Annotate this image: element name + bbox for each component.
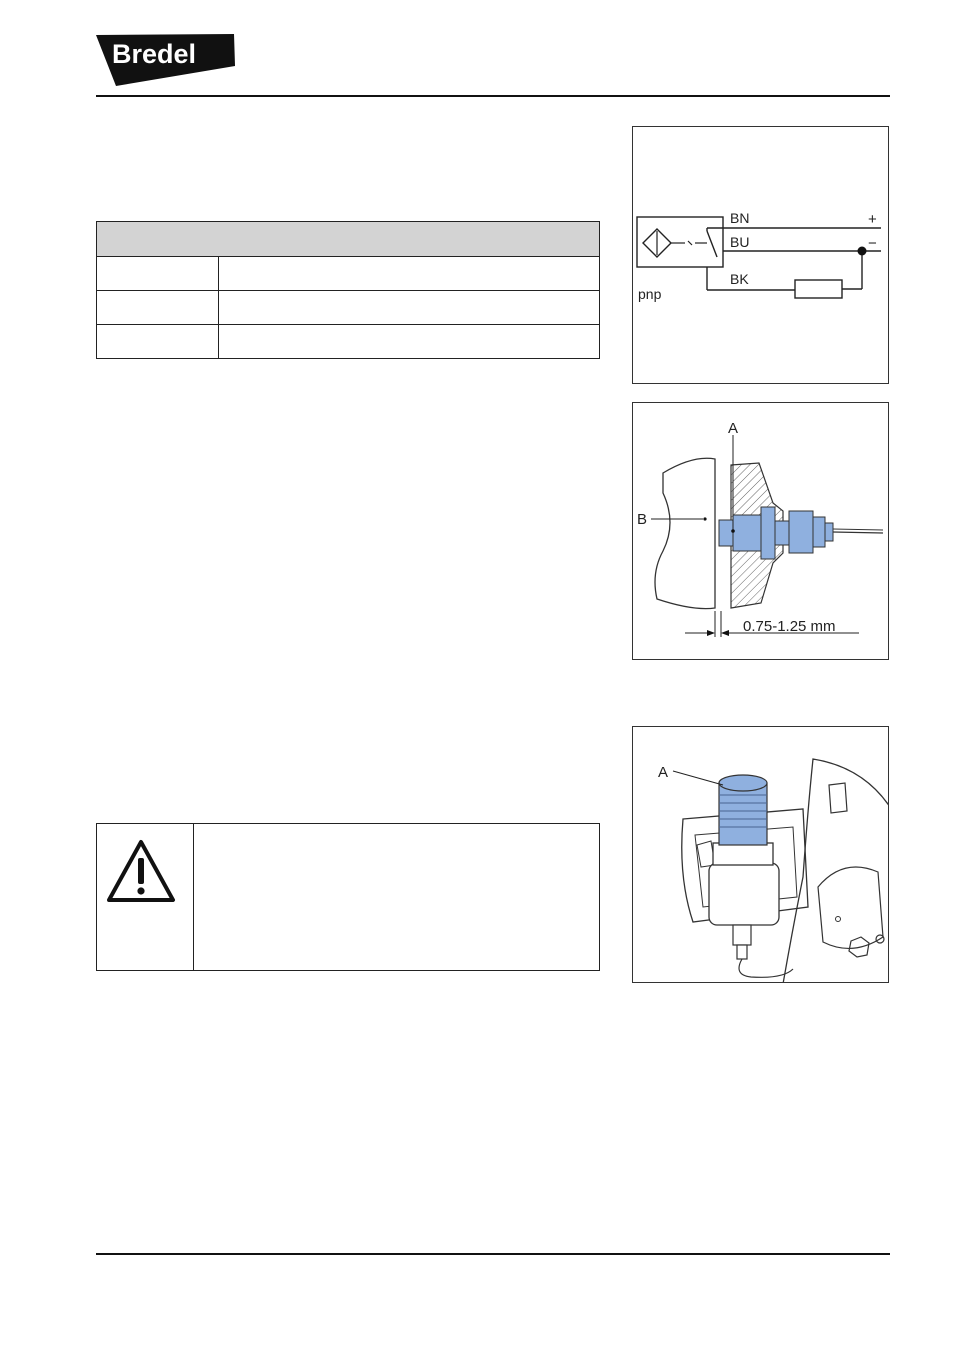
sensor-type-label: pnp [638, 286, 662, 302]
wire-label-bu: BU [730, 234, 750, 250]
sensor-gap-figure [632, 402, 889, 660]
table-cell-label [97, 257, 219, 290]
gap-dimension-label: 0.75-1.25 mm [743, 618, 836, 635]
spec-table [96, 221, 600, 359]
header-divider [96, 95, 890, 97]
wire-label-bn: BN [730, 210, 750, 226]
table-cell-value [219, 291, 599, 324]
brand-logo [94, 32, 238, 88]
plus-sign: + [868, 211, 877, 228]
wire-label-bk: BK [730, 271, 749, 287]
warning-triangle-icon [105, 838, 177, 904]
table-row [97, 257, 599, 291]
label-b: B [637, 511, 648, 528]
warning-text [194, 824, 599, 970]
table-row [97, 291, 599, 325]
label-a: A [658, 764, 669, 781]
table-cell-value [219, 257, 599, 290]
spec-table-header [97, 222, 599, 257]
label-a: A [728, 420, 739, 437]
sensor-mount-figure [632, 726, 889, 983]
warning-box [96, 823, 600, 971]
table-cell-label [97, 325, 219, 359]
table-row [97, 325, 599, 359]
footer-divider [96, 1253, 890, 1255]
brand-name: Bredel [112, 39, 197, 69]
warning-icon-cell [97, 824, 194, 970]
table-cell-label [97, 291, 219, 324]
wiring-diagram-figure [632, 126, 889, 384]
table-cell-value [219, 325, 599, 359]
minus-sign: − [868, 235, 877, 252]
